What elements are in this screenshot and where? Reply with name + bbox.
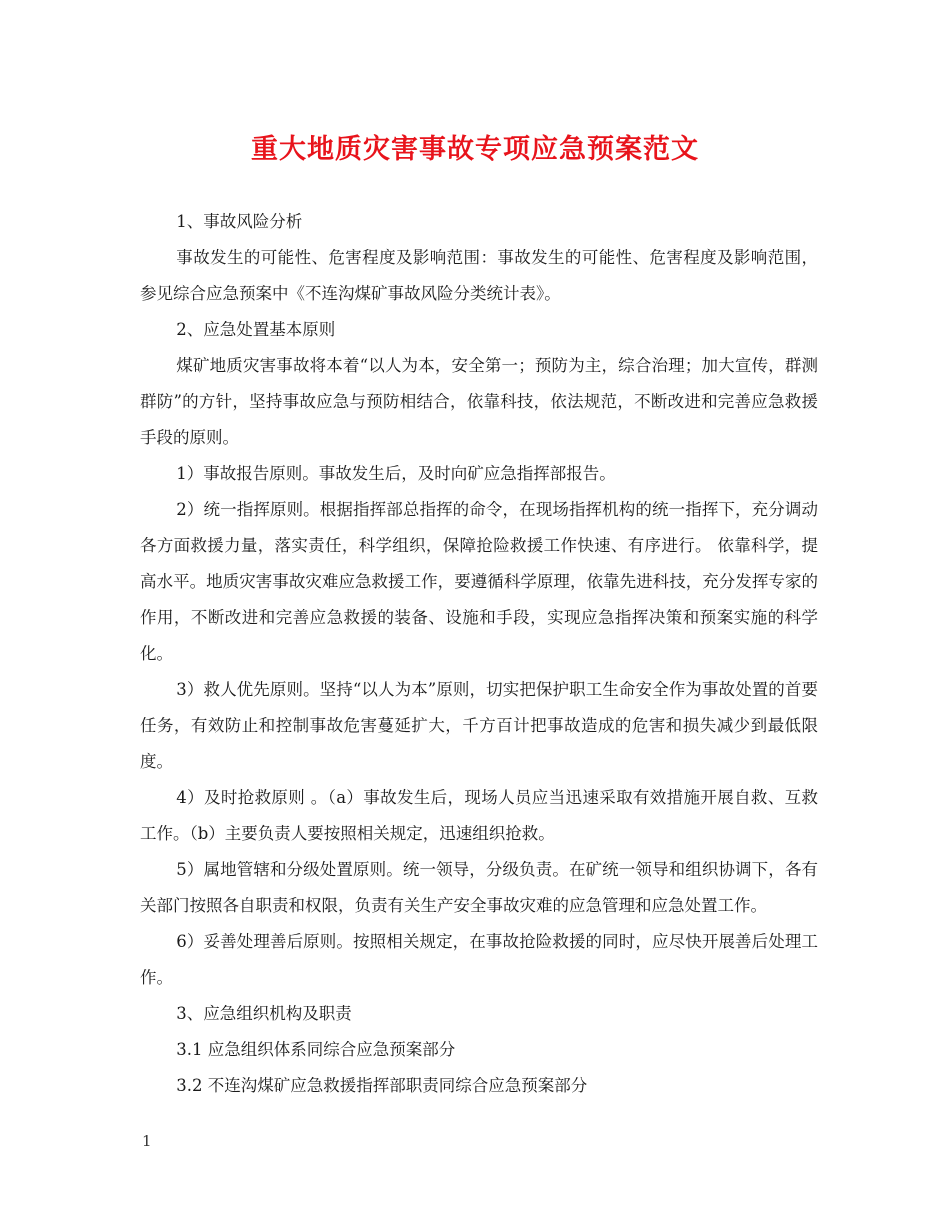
list-item-principle-2: 2）统一指挥原则。根据指挥部总指挥的命令，在现场指挥机构的统一指挥下，充分调动各方面救援力量，落实责任，科学组织，保障抢险救援工作快速、有序进行。 依靠科学，提高水平。地质灾害事故灾难应急救援工作，要遵循科学原理，依靠先进科技，充分发挥专家的作用，不断改进和完善应急救援的装备、设施和手段，实现应急指挥决策和预案实施的科学化。 — [140, 500, 818, 663]
section-heading-risk-analysis: 1、事故风险分析 — [176, 212, 303, 231]
paragraph-risk-description: 事故发生的可能性、危害程度及影响范围：事故发生的可能性、危害程度及影响范围，参见综合应急预案中《不连沟煤矿事故风险分类统计表》。 — [140, 248, 818, 303]
section-heading-organization: 3、应急组织机构及职责 — [176, 1004, 352, 1023]
list-item-principle-5: 5）属地管辖和分级处置原则。统一领导，分级负责。在矿统一领导和组织协调下，各有关部门按照各自职责和权限，负责有关生产安全事故灾难的应急管理和应急处置工作。 — [140, 860, 818, 915]
subsection-3-2: 3.2 不连沟煤矿应急救援指挥部职责同综合应急预案部分 — [176, 1076, 588, 1095]
subsection-3-1: 3.1 应急组织体系同综合应急预案部分 — [176, 1040, 456, 1059]
section-heading-principles: 2、应急处置基本原则 — [176, 320, 336, 339]
document-title: 重大地质灾害事故专项应急预案范文 — [251, 134, 699, 165]
page-number: 1 — [142, 1132, 152, 1150]
list-item-principle-3: 3）救人优先原则。坚持“以人为本”原则，切实把保护职工生命安全作为事故处置的首要任务，有效防止和控制事故危害蔓延扩大，千方百计把事故造成的危害和损失减少到最低限度。 — [140, 680, 818, 771]
paragraph-principles-intro: 煤矿地质灾害事故将本着“以人为本，安全第一；预防为主，综合治理；加大宣传，群测群防”的方针，坚持事故应急与预防相结合，依靠科技，依法规范，不断改进和完善应急救援手段的原则。 — [140, 356, 818, 447]
document-body — [140, 204, 818, 1104]
list-item-principle-6: 6）妥善处理善后原则。按照相关规定，在事故抢险救援的同时，应尽快开展善后处理工作。 — [140, 932, 818, 987]
list-item-principle-4: 4）及时抢救原则 。（a）事故发生后，现场人员应当迅速采取有效措施开展自救、互救工作。（b）主要负责人要按照相关规定，迅速组织抢救。 — [140, 788, 818, 843]
list-item-principle-1: 1）事故报告原则。事故发生后，及时向矿应急指挥部报告。 — [176, 464, 616, 483]
